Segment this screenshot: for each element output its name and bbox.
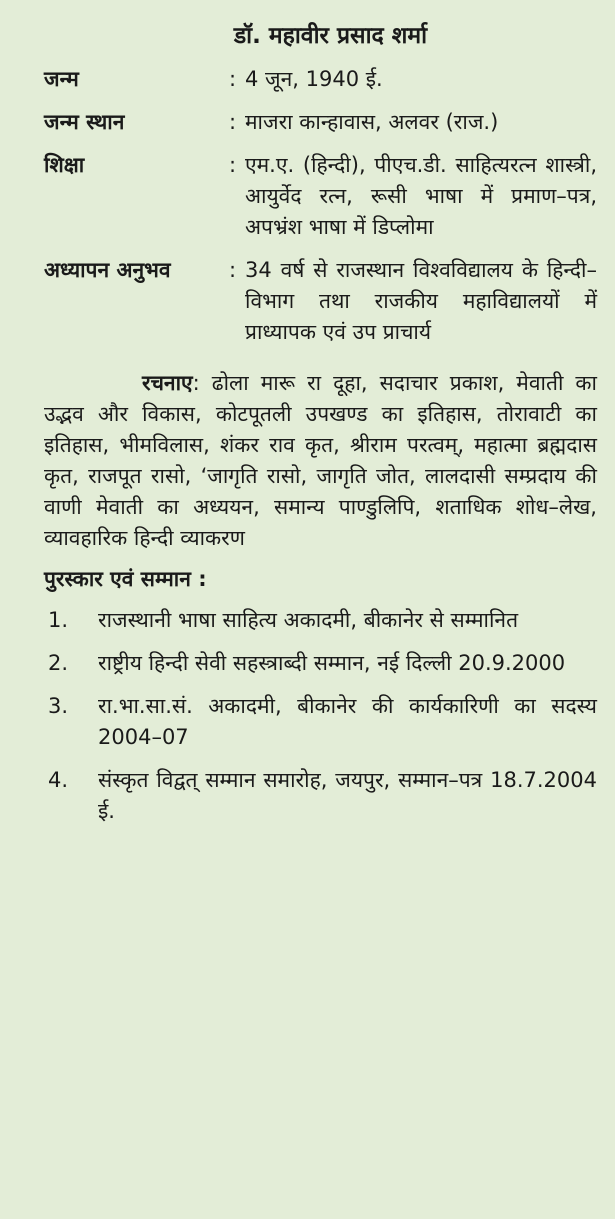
bio-label: शिक्षा [44, 153, 85, 177]
award-item [44, 605, 597, 636]
award-item [44, 691, 597, 753]
awards-heading: पुरस्कार एवं सम्मान : [44, 567, 207, 591]
award-item [44, 765, 597, 827]
works-colon: : [192, 371, 200, 395]
bio-value: 34 वर्ष से राजस्थान विश्वविद्यालय के हिन्दी–विभाग तथा राजकीय महाविद्यालयों में प्राध्यापक एवं उप प्राचार्य [245, 258, 597, 344]
award-text: संस्कृत विद्वत् सम्मान समारोह, जयपुर, सम्मान–पत्र 18.7.2004 ई. [98, 768, 597, 823]
bio-row-birthplace [44, 107, 597, 138]
works-text: ढोला मारू रा दूहा, सदाचार प्रकाश, मेवाती का उद्भव और विकास, कोटपूतली उपखण्ड का इतिहास, तोरावाटी का इतिहास, भीमविलास, शंकर राव कृत, श्रीराम परत्वम्, महात्मा ब्रह्मदास कृत, राजपूत रासो, ‘जागृति रासो, जागृति जोत, लालदासी सम्प्रदाय की वाणी मेवाती का अध्ययन, समान्य पाण्डुलिपि, शताधिक शोध–लेख, व्यावहारिक हिन्दी व्याकरण [44, 371, 597, 550]
bio-colon: : [229, 153, 237, 177]
bio-colon: : [229, 110, 237, 134]
bio-colon: : [229, 258, 237, 282]
bio-colon: : [229, 67, 237, 91]
bio-value: माजरा कान्हावास, अलवर (राज.) [245, 110, 499, 134]
award-text: राजस्थानी भाषा साहित्य अकादमी, बीकानेर से सम्मानित [98, 608, 519, 632]
award-number: 4. [48, 768, 69, 792]
bio-label: जन्म [44, 67, 79, 91]
award-number: 2. [48, 651, 69, 675]
page-title: डॉ. महावीर प्रसाद शर्मा [233, 23, 428, 49]
bio-row-education [44, 150, 597, 243]
bio-row-birth [44, 64, 597, 95]
award-item [44, 648, 597, 679]
award-number: 3. [48, 694, 69, 718]
bio-value: 4 जून, 1940 ई. [245, 67, 383, 91]
works-paragraph [44, 368, 597, 554]
bio-row-teaching [44, 255, 597, 348]
bio-label: अध्यापन अनुभव [44, 258, 171, 282]
works-label: रचनाए [142, 371, 193, 395]
award-number: 1. [48, 608, 69, 632]
award-text: रा.भा.सा.सं. अकादमी, बीकानेर की कार्यकारिणी का सदस्य 2004–07 [98, 694, 597, 749]
bio-value: एम.ए. (हिन्दी), पीएच.डी. साहित्यरत्न शास्त्री, आयुर्वेद रत्न, रूसी भाषा में प्रमाण–पत्र, अपभ्रंश भाषा में डिप्लोमा [245, 153, 597, 239]
bio-label: जन्म स्थान [44, 110, 125, 134]
award-text: राष्ट्रीय हिन्दी सेवी सहस्त्राब्दी सम्मान, नई दिल्ली 20.9.2000 [98, 651, 566, 675]
